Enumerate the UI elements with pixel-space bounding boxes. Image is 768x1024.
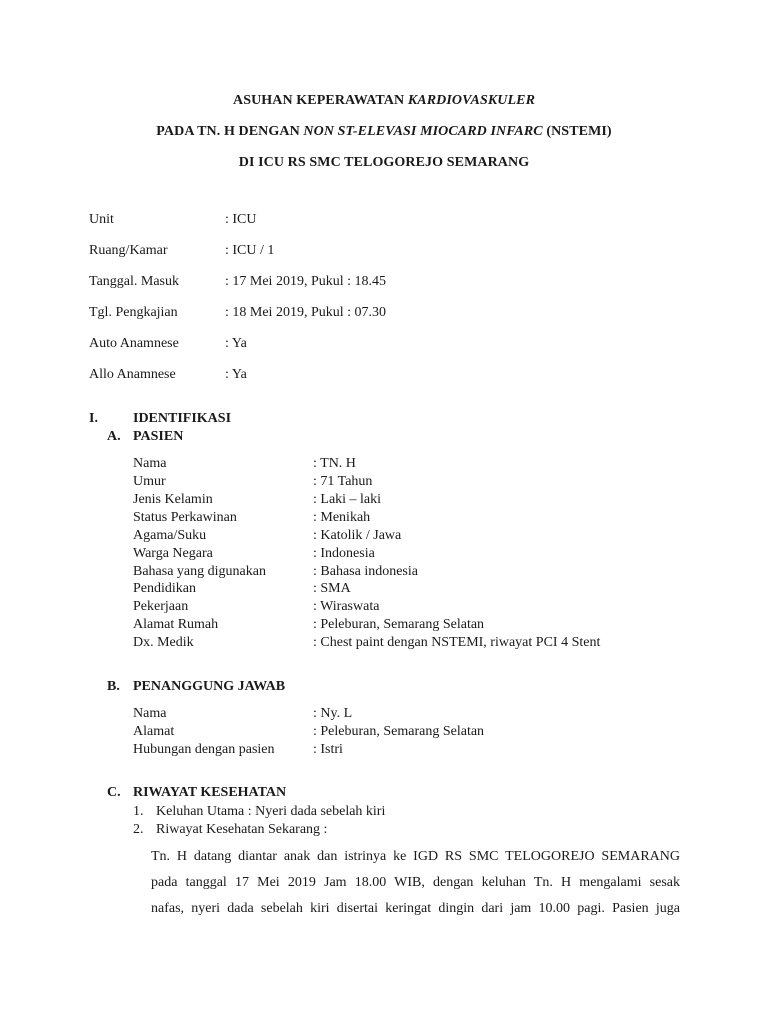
field-label: Warga Negara <box>133 546 213 561</box>
field-label: Jenis Kelamin <box>133 492 213 507</box>
field-label: Nama <box>133 706 167 721</box>
title-line-2-suffix: (NSTEMI) <box>542 124 612 139</box>
title-line-1 <box>0 93 768 109</box>
title-line-3: DI ICU RS SMC TELOGOREJO SEMARANG <box>238 155 530 170</box>
meta-value: : Ya <box>225 367 247 382</box>
meta-label: Allo Anamnese <box>89 367 176 382</box>
meta-label: Tgl. Pengkajian <box>89 305 178 320</box>
list-text: Riwayat Kesehatan Sekarang : <box>156 822 328 837</box>
history-paragraph <box>151 844 680 922</box>
list-text: Keluhan Utama : Nyeri dada sebelah kiri <box>156 804 386 819</box>
field-label: Umur <box>133 474 166 489</box>
title-line-1-italic: KARDIOVASKULER <box>407 93 536 108</box>
field-value: : Peleburan, Semarang Selatan <box>313 617 485 632</box>
field-value: : SMA <box>313 581 351 596</box>
field-label: Dx. Medik <box>133 635 194 650</box>
field-value: : Wiraswata <box>313 599 380 614</box>
field-label: Nama <box>133 456 167 471</box>
field-label: Agama/Suku <box>133 528 207 543</box>
meta-value: : Ya <box>225 336 247 351</box>
section-b-title: PENANGGUNG JAWAB <box>133 679 286 694</box>
meta-value: : ICU <box>225 212 257 227</box>
field-value: : Istri <box>313 742 343 757</box>
section-a-title: PASIEN <box>133 429 184 444</box>
field-value: : 71 Tahun <box>313 474 373 489</box>
field-label: Alamat <box>133 724 175 739</box>
title-line-2-text: PADA TN. H DENGAN <box>156 124 304 139</box>
meta-value: : ICU / 1 <box>225 243 275 258</box>
meta-label: Ruang/Kamar <box>89 243 168 258</box>
section-1-title: IDENTIFIKASI <box>133 411 232 426</box>
meta-label: Auto Anamnese <box>89 336 179 351</box>
paragraph-line: Tn. H datang diantar anak dan istrinya ke IGD RS SMC TELOGOREJO SEMARANG <box>151 849 680 864</box>
field-value: : Laki – laki <box>313 492 382 507</box>
section-c-number: C. <box>107 785 121 800</box>
section-c-title: RIWAYAT KESEHATAN <box>133 785 287 800</box>
field-value: : Ny. L <box>313 706 353 721</box>
field-value: : Chest paint dengan NSTEMI, riwayat PCI 4 Stent <box>313 635 601 650</box>
title-line-2 <box>0 124 768 140</box>
field-label: Status Perkawinan <box>133 510 237 525</box>
paragraph-line: nafas, nyeri dada sebelah kiri disertai keringat dingin dari jam 10.00 pagi. Pasien juga <box>151 901 680 916</box>
meta-value: : 18 Mei 2019, Pukul : 07.30 <box>225 305 387 320</box>
field-value: : Indonesia <box>313 546 375 561</box>
meta-label: Tanggal. Masuk <box>89 274 180 289</box>
list-number: 2. <box>133 822 144 837</box>
meta-value: : 17 Mei 2019, Pukul : 18.45 <box>225 274 387 289</box>
section-1-number: I. <box>89 411 98 426</box>
paragraph-line: pada tanggal 17 Mei 2019 Jam 18.00 WIB, dengan keluhan Tn. H mengalami sesak <box>151 875 680 890</box>
field-label: Pendidikan <box>133 581 196 596</box>
field-value: : Bahasa indonesia <box>313 564 418 579</box>
field-value: : Menikah <box>313 510 371 525</box>
section-b-number: B. <box>107 679 120 694</box>
field-label: Alamat Rumah <box>133 617 219 632</box>
field-value: : Katolik / Jawa <box>313 528 402 543</box>
title-line-1-text: ASUHAN KEPERAWATAN <box>232 93 408 108</box>
field-label: Hubungan dengan pasien <box>133 742 275 757</box>
list-number: 1. <box>133 804 144 819</box>
field-label: Pekerjaan <box>133 599 189 614</box>
field-value: : TN. H <box>313 456 356 471</box>
title-line-2-italic: NON ST-ELEVASI MIOCARD INFARC <box>303 124 543 139</box>
meta-label: Unit <box>89 212 114 227</box>
field-value: : Peleburan, Semarang Selatan <box>313 724 485 739</box>
section-a-number: A. <box>107 429 121 444</box>
field-label: Bahasa yang digunakan <box>133 564 266 579</box>
